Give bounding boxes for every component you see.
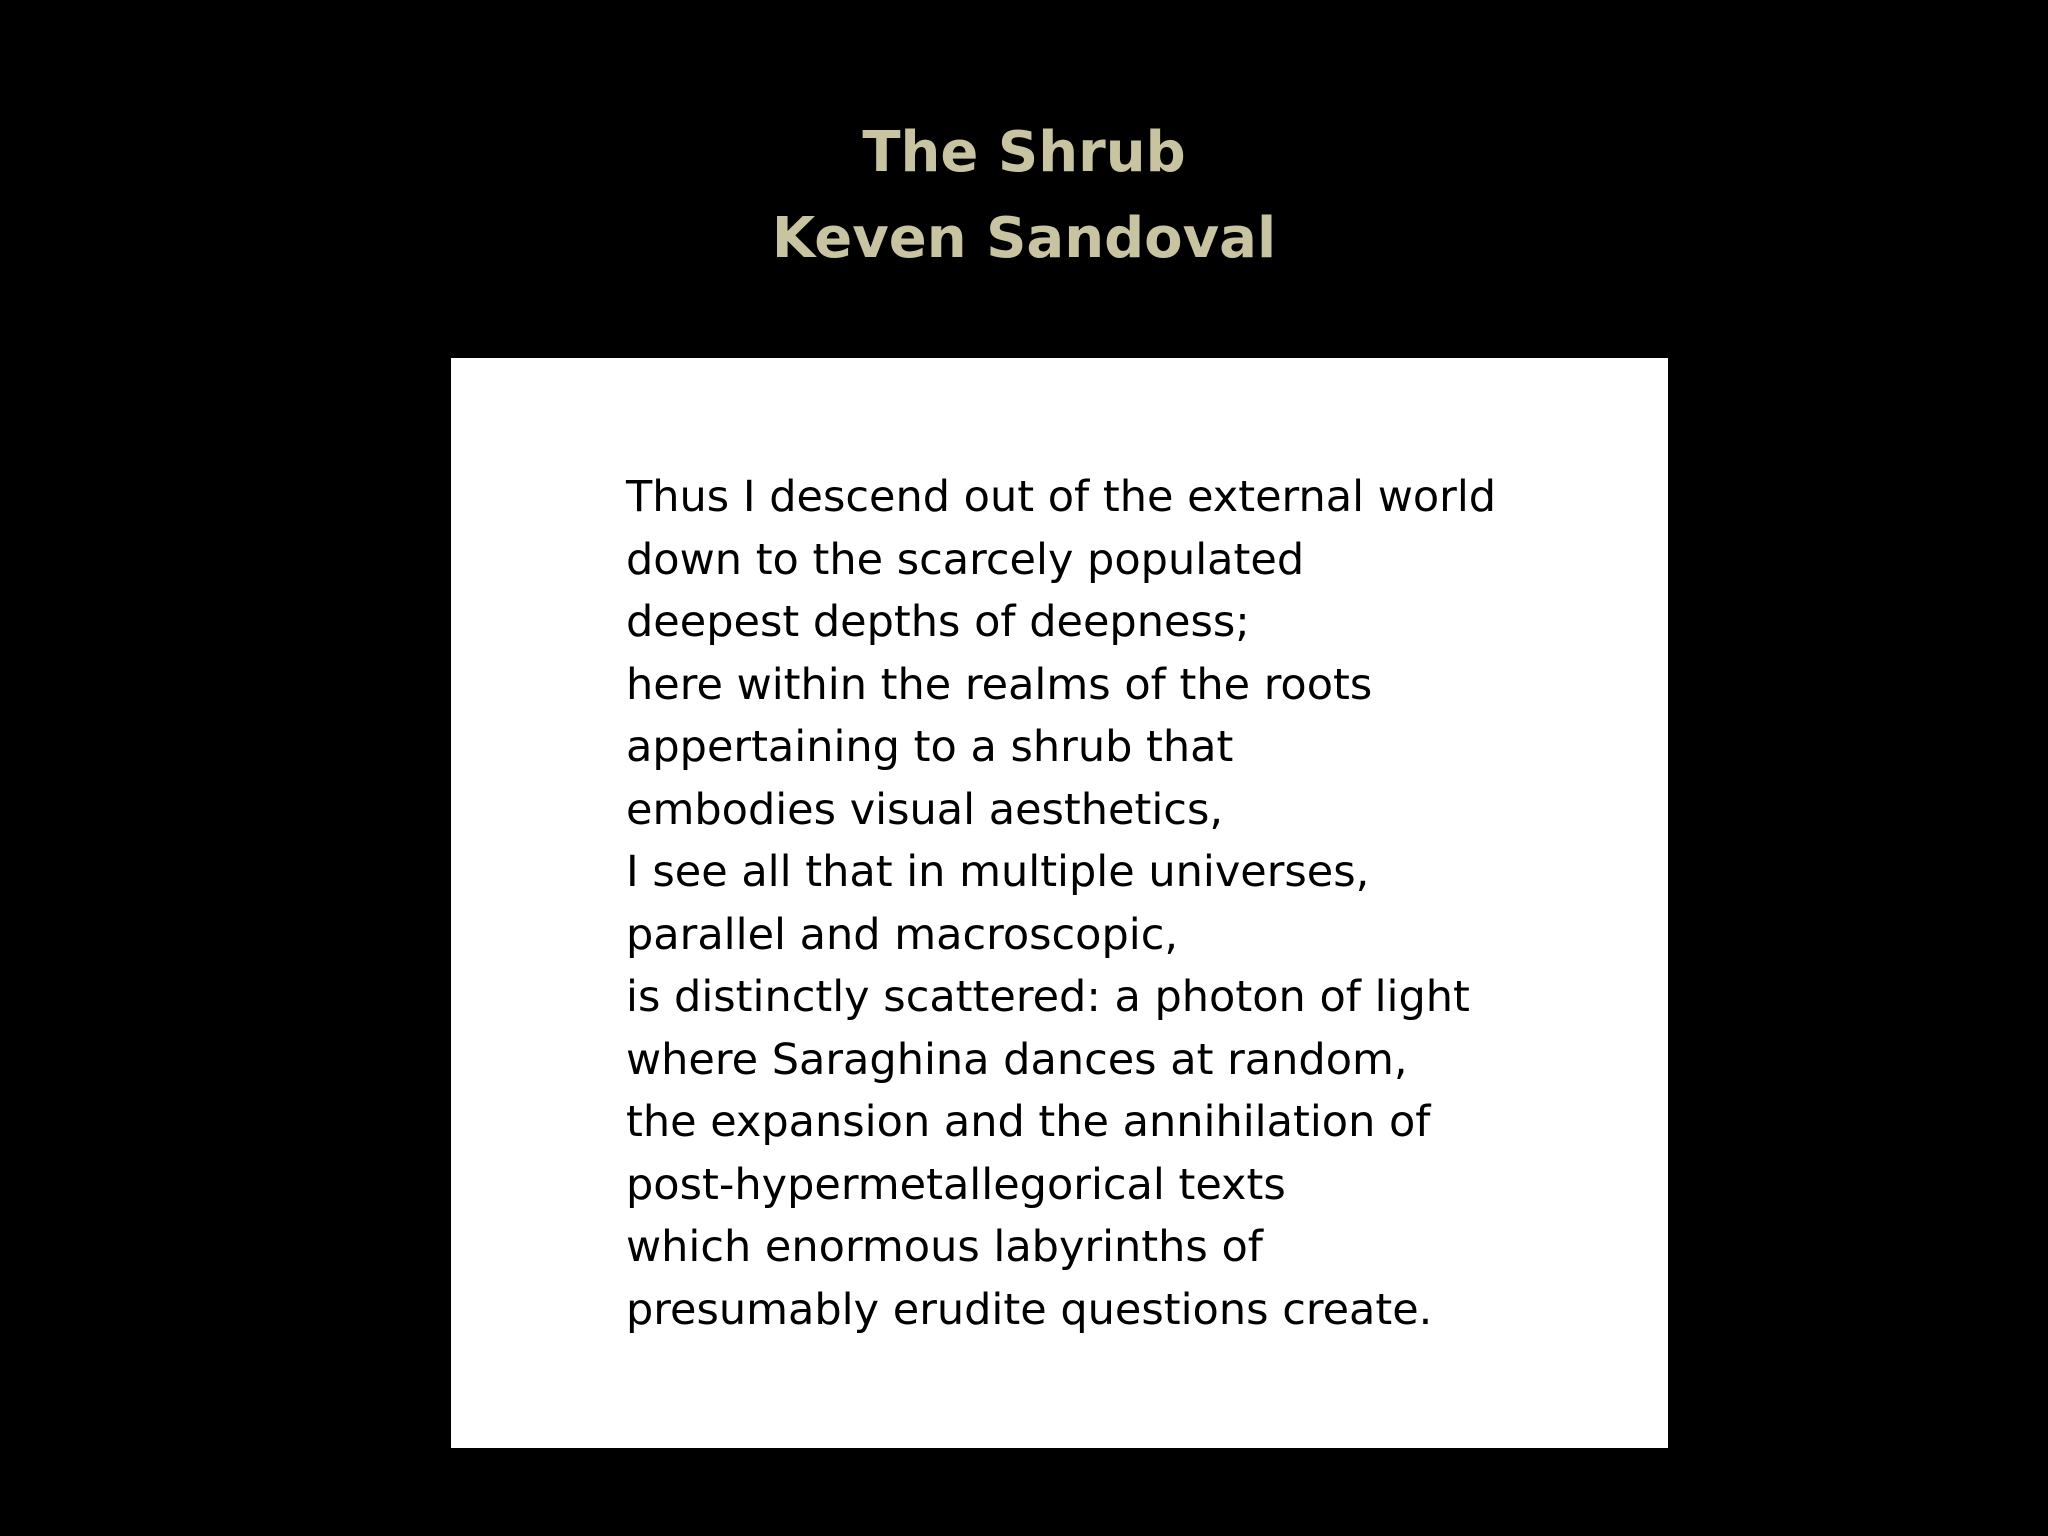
poem-line: parallel and macroscopic,	[626, 909, 1179, 960]
poem-line: embodies visual aesthetics,	[626, 784, 1224, 835]
poem-title: The Shrub	[862, 120, 1186, 185]
poem-line: post-hypermetallegorical texts	[626, 1159, 1286, 1210]
poem-line: here within the realms of the roots	[626, 659, 1373, 710]
poem-line: is distinctly scattered: a photon of light	[626, 972, 1470, 1022]
poem-panel	[451, 358, 1668, 1448]
title-block	[0, 110, 2048, 282]
poem-author: Keven Sandoval	[771, 206, 1277, 271]
poem-line: where Saraghina dances at random,	[626, 1034, 1408, 1085]
poem-line: I see all that in multiple universes,	[626, 847, 1370, 897]
poem-line: down to the scarcely populated	[626, 534, 1305, 585]
poem-line: the expansion and the annihilation of	[626, 1097, 1431, 1147]
poem-line: which enormous labyrinths of	[626, 1222, 1263, 1272]
poem-line: presumably erudite questions create.	[626, 1284, 1433, 1335]
poem-line: Thus I descend out of the external world	[626, 472, 1497, 522]
poem-line: appertaining to a shrub that	[626, 722, 1234, 772]
poem-text	[626, 466, 1626, 1341]
poem-line: deepest depths of deepness;	[626, 597, 1250, 647]
